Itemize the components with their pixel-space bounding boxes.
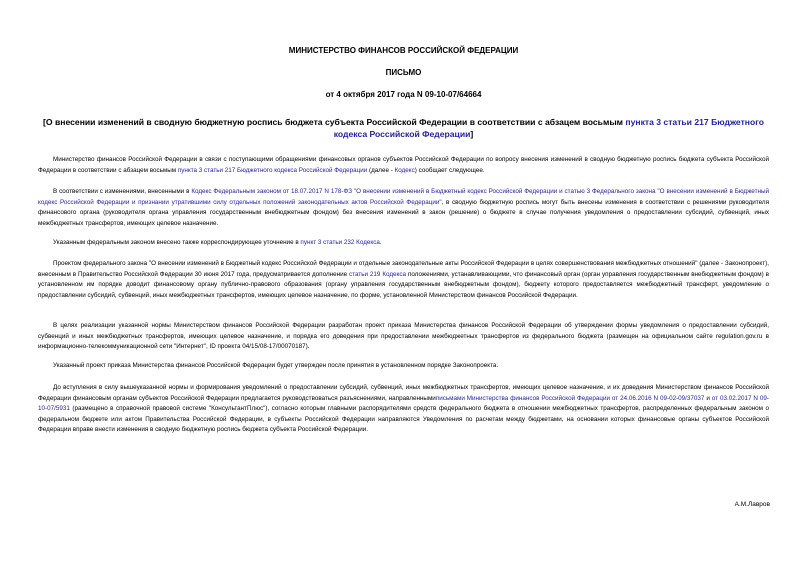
p1-text-3: ) сообщает следующее.	[414, 166, 485, 174]
document-type: ПИСЬМО	[385, 68, 422, 77]
paragraph-5	[38, 321, 769, 353]
title-text: О внесении изменений в сводную бюджетную роспись бюджета субъекта Российской Федерации в соответствии с абзацем восьмым	[45, 117, 626, 127]
paragraph-6	[38, 361, 769, 372]
document-title	[40, 116, 767, 140]
p4-link-article-219[interactable]: статьи 219 Кодекса	[349, 270, 407, 278]
p7-link-letter-2017[interactable]: от 03.02.2017 N 09-10-07/5931	[38, 394, 769, 413]
paragraph-7	[38, 383, 769, 436]
p1-link-code[interactable]: Кодекс	[394, 166, 415, 174]
title-link-article-217[interactable]: пункта 3 статьи 217 Бюджетного кодекса Российской Федерации	[333, 117, 764, 139]
p2-link-code[interactable]: Кодекс	[191, 188, 212, 195]
paragraph-3	[38, 238, 769, 249]
p6-text-1: Указанный проект приказа Министерства финансов Российской Федерации будет утвержден после принятия в установленном порядке Законопроекта.	[53, 362, 499, 369]
paragraph-2	[38, 187, 769, 229]
p4-text-1: Проектом федерального закона "О внесении изменений в Бюджетный кодекс Российской Федерации и отдельные законодательные акты Российской Федерации в целях совершенствования межбюджетных отношений" (далее - Законопроект), внесенным в Правительство Российской Федерации 30 июня 2017 года, предусматривается дополнение	[38, 260, 769, 278]
p2-link-federal-law-178[interactable]: Федеральным законом от 18.07.2017 N 178-ФЗ "О внесении изменений в Бюджетный кодекс Российской Федерации и статью 3 Федерального закона "О внесении изменений в Бюджетный кодекс Российской Федерации и признании утратившими силу отдельных положений законодательных актов Российской Федерации"	[38, 188, 769, 206]
paragraph-1	[38, 155, 769, 176]
document-date-number: от 4 октября 2017 года N 09-10-07/64664	[325, 90, 482, 99]
p2-text-1: В соответствии с изменениями, внесенными в	[53, 188, 192, 195]
p3-link-article-232[interactable]: пункт 3 статьи 232 Кодекса	[300, 239, 380, 246]
p7-text-1: До вступления в силу вышеуказанной нормы и формирования уведомлений о предоставлении субсидий, субвенций, иных межбюджетных трансфертов, имеющих целевое назначение, и их доведения Министерством финансов Российской Федерации финансовым органам субъектов Российской Федерации предлагается руководствоваться разъяснениями, направленными	[38, 384, 769, 402]
p1-text-2: (далее -	[367, 166, 395, 174]
p7-link-letter-2016[interactable]: письмами Министерства финансов Российской Федерации от 24.06.2016 N 09-02-09/37037	[435, 394, 705, 402]
paragraph-4	[38, 259, 769, 301]
title-close-bracket: ]	[470, 129, 474, 139]
signature: А.М.Лавров	[734, 501, 770, 508]
p7-text-2: и	[704, 394, 712, 402]
ministry-name: МИНИСТЕРСТВО ФИНАНСОВ РОССИЙСКОЙ ФЕДЕРАЦИИ	[288, 46, 519, 55]
title-open-bracket: [	[43, 117, 46, 127]
p1-link-article-217[interactable]: пункта 3 статьи 217 Бюджетного кодекса Российской Федерации	[177, 166, 368, 174]
p1-text-1: Министерство финансов Российской Федерации в связи с поступающими обращениями финансовых органов субъектов Российской Федерации по вопросу внесения изменений в сводную бюджетную роспись бюджета субъекта Российской Федерации в соответствии с абзацем восьмым	[38, 156, 769, 174]
p4-text-2: положениями, устанавливающими, что финансовый орган (орган управления государственным внебюджетным фондом) в установленном им порядке доводит финансовому органу публично-правового образования (органу управления государственным внебюджетным фондом), бюджету которого предоставляется межбюджетный трансферт, уведомление о предоставлении субсидий, субвенций, иных межбюджетных трансфертов, имеющих целевое назначение, по форме, установленной Министерством финансов Российской Федерации.	[38, 270, 769, 299]
p5-text-1: В целях реализации указанной нормы Министерством финансов Российской Федерации разработан проект приказа Министерства финансов Российской Федерации об утверждении формы уведомления о предоставлении субсидий, субвенций и иных межбюджетных трансфертов, имеющих целевое назначение, и порядка его доведения при предоставлении межбюджетных трансфертов из федерального бюджета (размещен на официальном сайте regulation.gov.ru в информационно-телекоммуникационной сети "Интернет", ID проекта 04/15/08-17/00070187).	[38, 322, 769, 351]
p3-text-1: Указанным федеральным законом внесено также корреспондирующее уточнение в	[53, 239, 301, 246]
p7-text-3: (размещено в справочной правовой системе "КонсультантПлюс"), согласно которым главными распорядителями средств федерального бюджета в отношении межбюджетных трансфертов, распределенных федеральным законом о федеральном бюджете или актом Правительства Российской Федерации, в субъекты Российской Федерации направляются Уведомления по расчетам между бюджетами, на основании которых финансовые органы субъектов Российской Федерации вправе внести изменения в сводную бюджетную роспись бюджета субъекта Российской Федерации.	[38, 405, 769, 434]
p2-text-3: , в сводную бюджетную роспись могут быть внесены изменения в соответствии с решениями руководителя финансового органа (руководителя органа управления государственным внебюджетным фондом) без внесения изменений в закон (решение) о бюджете в случае получения уведомления о предоставлении субсидий, субвенций, иных межбюджетных трансфертов, имеющих целевое назначение.	[38, 198, 769, 227]
p3-text-2: .	[379, 239, 382, 246]
